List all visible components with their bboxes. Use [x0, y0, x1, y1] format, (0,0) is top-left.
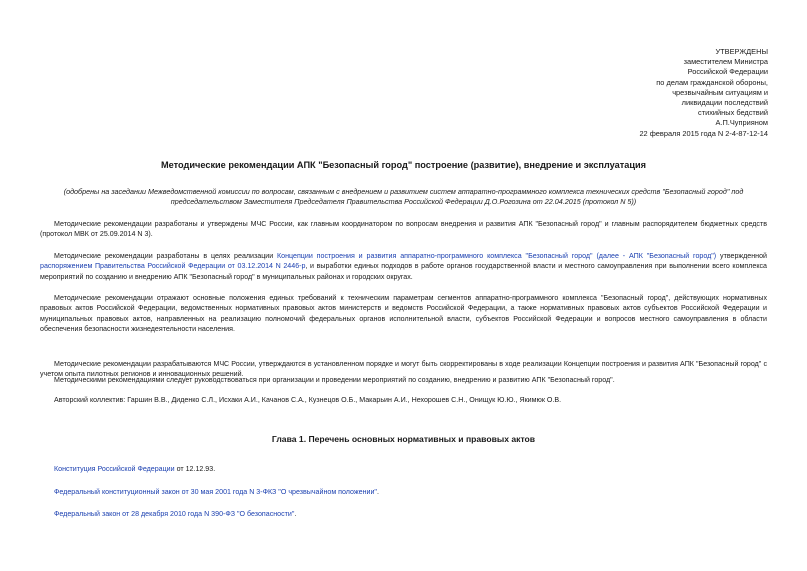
approval-line: стихийных бедствий — [698, 108, 768, 118]
approval-line: УТВЕРЖДЕНЫ — [715, 47, 768, 56]
approval-line: по делам гражданской обороны, — [656, 77, 768, 87]
reference-tail: от 12.12.93. — [174, 465, 216, 473]
paragraph-developed: Методические рекомендации разработаны и утверждены МЧС России, как главным координатором по вопросам внедрения и развития АПК "Безопасный город" и главным распорядителем бюджетных средств (протокол МВК от 25.09.2014 N 3). — [40, 220, 767, 239]
approval-block — [639, 47, 768, 139]
paragraph-purpose — [40, 251, 767, 282]
document-title: Методические рекомендации АПК "Безопасный город" построение (развитие), внедрение и эксплуатация — [161, 160, 646, 170]
paragraph-guidance: Методическими рекомендациями следует руководствоваться при организации и проведении мероприятий по созданию, внедрению и развитию АПК "Безопасный город". — [54, 376, 615, 384]
paragraph-corrections: Методические рекомендации разрабатываются МЧС России, утверждаются в установленном порядке и могут быть скорректированы в ходе реализации Концепции построения и развития АПК "Безопасный город" с учетом опыта пилотных регионов и инновационных решений. — [40, 360, 767, 379]
approval-note: (одобрены на заседании Межведомственной комиссии по вопросам, связанным с внедрением и развитием систем аппаратно-программного комплекса технических средств "Безопасный город" под председательством Заместителя Председателя Правительства Российской Федерации Д.О.Рогозина от 22.04.2015 (протокол N 5)) — [63, 187, 744, 206]
security-law-link[interactable]: Федеральный закон от 28 декабря 2010 года N 390-ФЗ "О безопасности" — [54, 510, 295, 518]
approval-line: ликвидации последствий — [681, 98, 768, 108]
reference-item — [54, 465, 215, 473]
approval-line: заместителем Министра — [683, 57, 768, 67]
constitution-link[interactable]: Конституция Российской Федерации — [54, 465, 175, 473]
reference-item — [54, 510, 296, 518]
approval-line: А.П.Чуприяном — [715, 118, 768, 128]
paragraph-authors: Авторский коллектив: Гаршин В.В., Диденко С.Л., Исхаки А.И., Качанов С.А., Кузнецов О.Б., Макарьин А.И., Нехорошев С.Н., Онищук Ю.Ю., Якимюк О.В. — [54, 396, 562, 404]
emergency-law-link[interactable]: Федеральный конституционный закон от 30 мая 2001 года N 3-ФКЗ "О чрезвычайном положении" — [54, 488, 377, 496]
reference-tail: . — [294, 510, 297, 518]
government-order-link[interactable]: распоряжением Правительства Российской Федерации от 03.12.2014 N 2446-р — [40, 262, 306, 271]
paragraph-provisions: Методические рекомендации отражают основные положения единых требований к техническим параметрам сегментов аппаратно-программного комплекса "Безопасный город", действующих нормативных правовых актов Российской Федерации, ведомственных нормативных правовых актов министерств и ведомств Российской Федерации, а также нормативных правовых актов субъектов Российской Федерации и муниципальных правовых актов, направленных на реализацию полномочий федеральных органов исполнительной власти, субъектов Российской Федерации и вопросов местного самоуправления в области обеспечения безопасности жизнедеятельности населения. — [40, 294, 767, 334]
reference-tail: . — [376, 488, 379, 496]
paragraph-text: , и выработки единых подходов в работе органов государственной власти и местного самоуправления при выполнении всего комплекса мероприятий по созданию и внедрению АПК "Безопасный город" в муниципальных районах и городских округах. — [40, 262, 767, 281]
paragraph-text: утвержденной — [716, 252, 767, 260]
approval-line: чрезвычайным ситуациям и — [672, 87, 768, 97]
paragraph-text: Методические рекомендации разработаны в целях реализации — [54, 252, 278, 260]
approval-date: 22 февраля 2015 года N 2-4-87-12-14 — [639, 128, 768, 138]
concept-link[interactable]: Концепции построения и развития аппаратно-программного комплекса "Безопасный город" (далее - АПК "Безопасный город") — [277, 252, 717, 260]
chapter-heading: Глава 1. Перечень основных нормативных и правовых актов — [271, 434, 536, 444]
reference-item — [54, 488, 379, 496]
approval-line: Российской Федерации — [687, 67, 768, 77]
